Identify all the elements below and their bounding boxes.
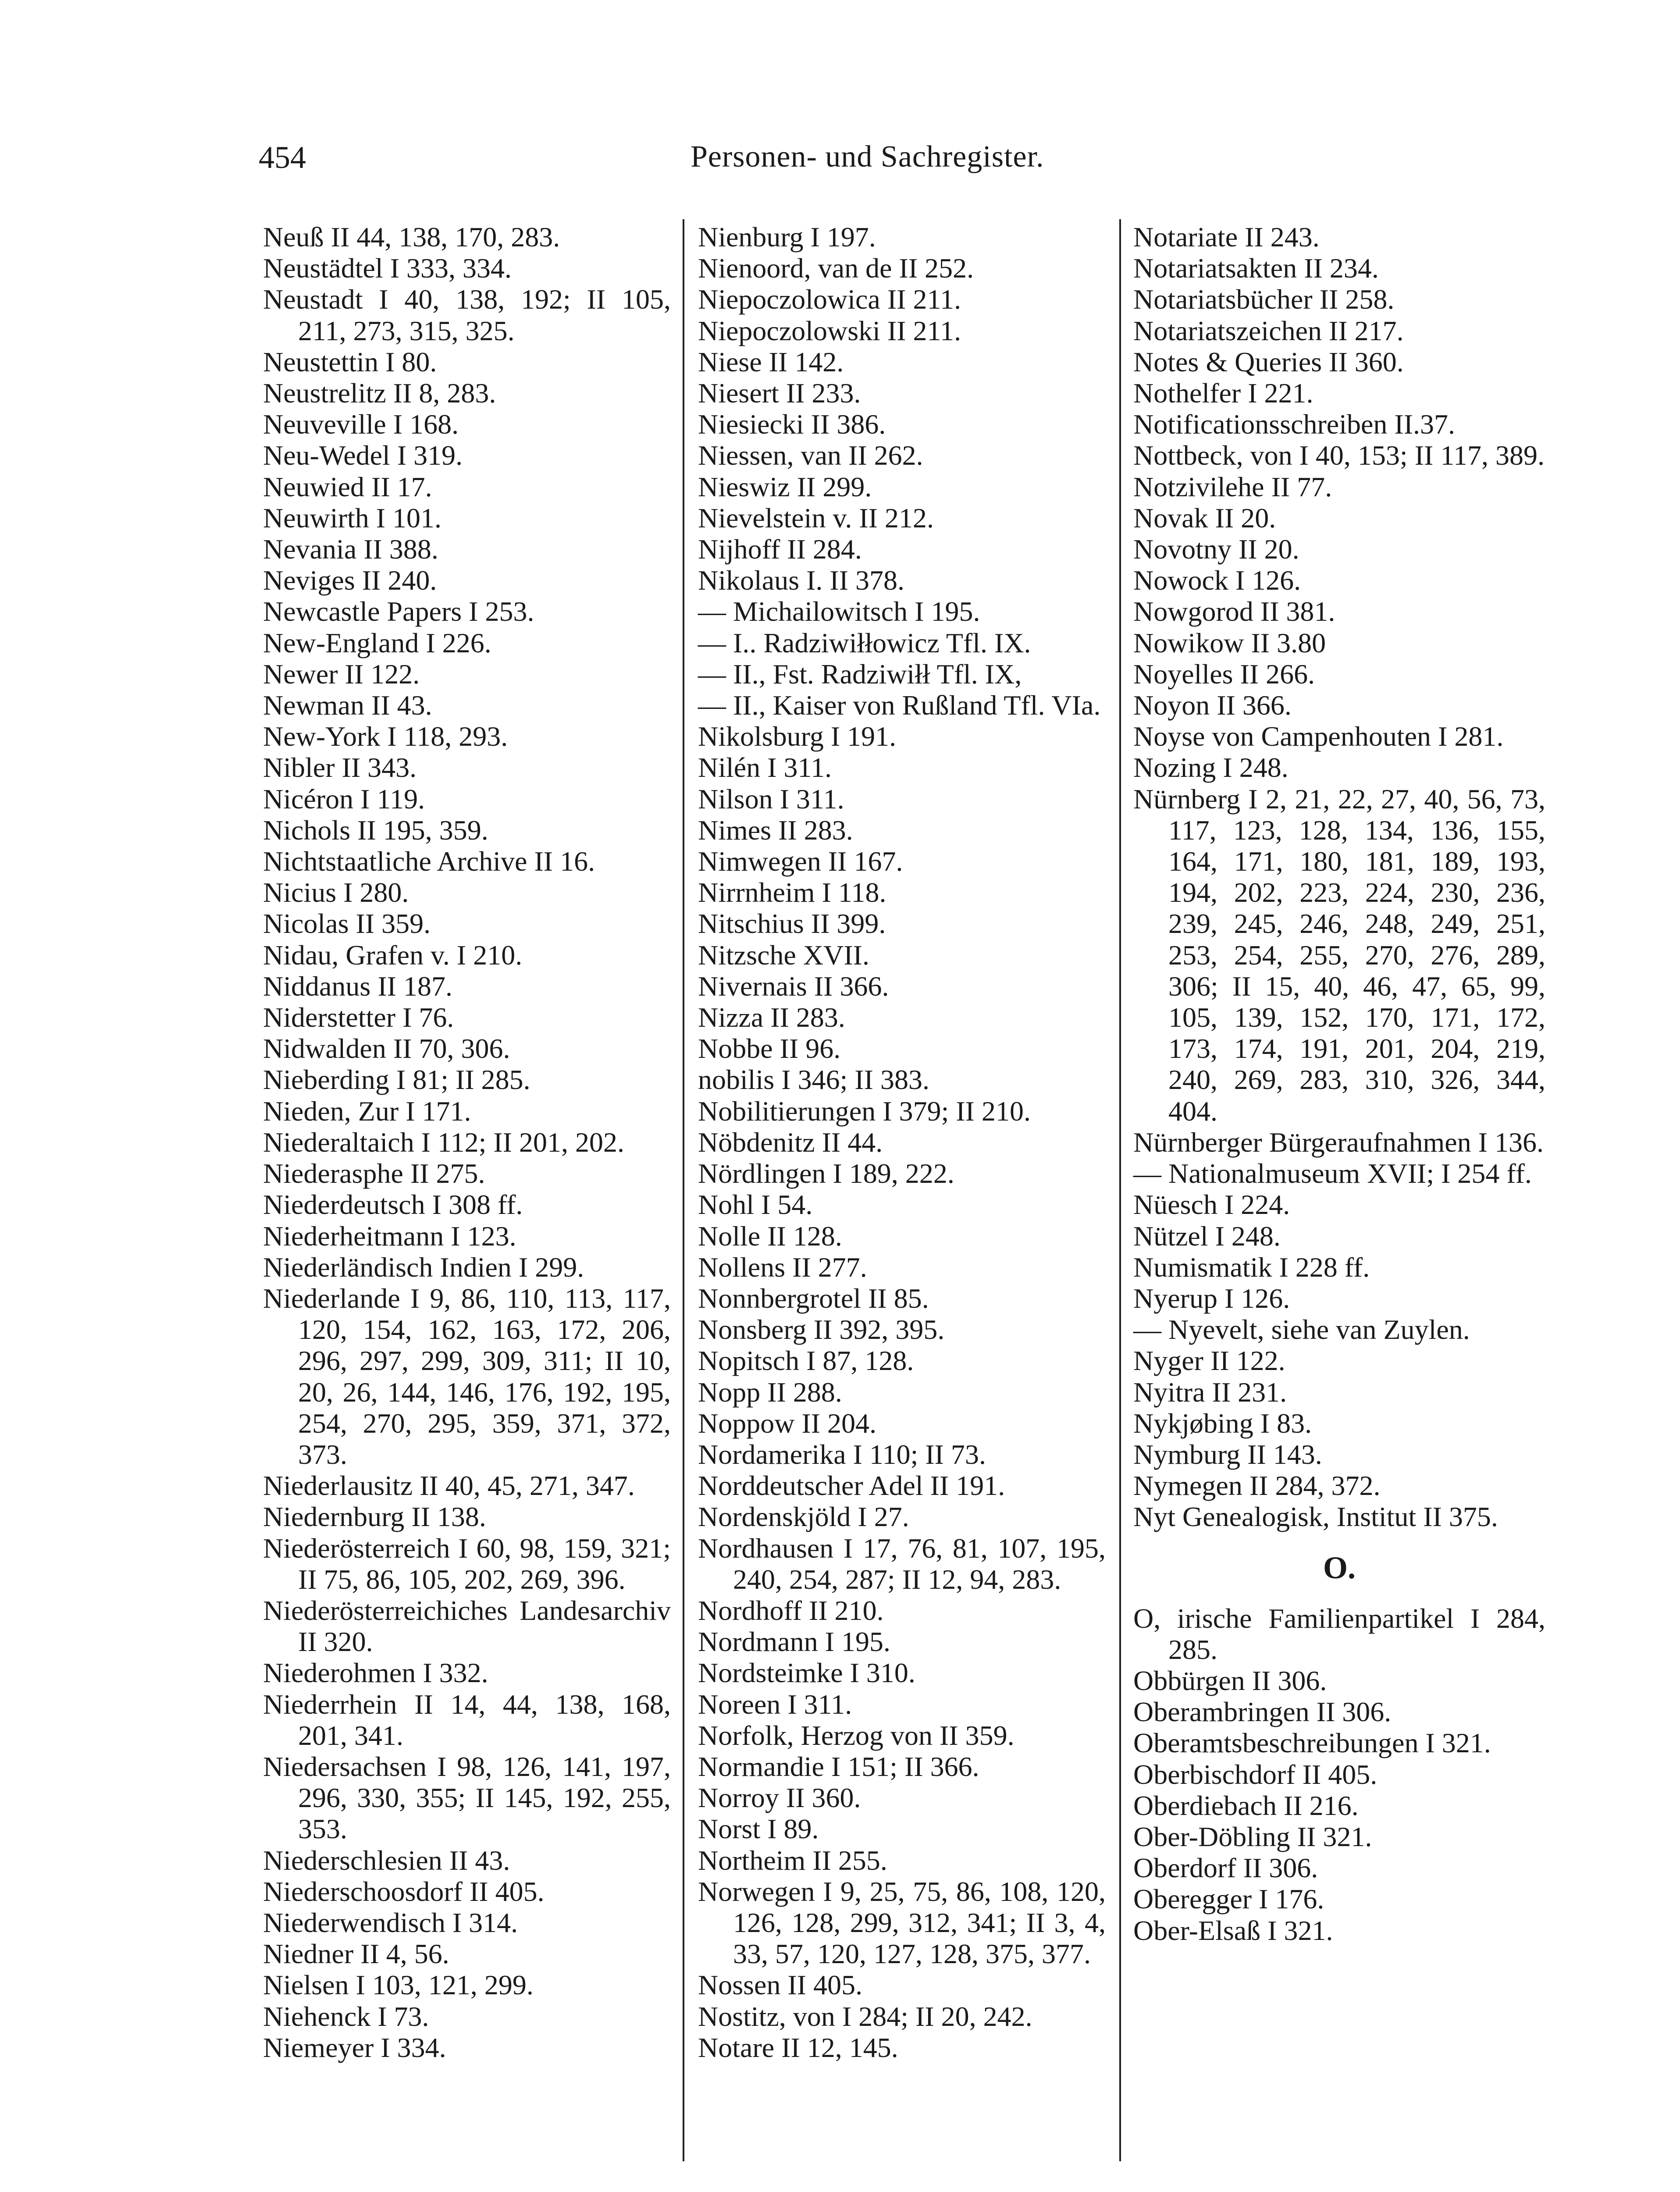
index-entry: Norfolk, Herzog von II 359. bbox=[698, 1719, 1014, 1751]
index-entry: Niederasphe II 275. bbox=[263, 1158, 485, 1189]
index-entry: Niedner II 4, 56. bbox=[263, 1938, 449, 1970]
index-entry: New-York I 118, 293. bbox=[263, 721, 508, 752]
index-entry: Nöbdenitz II 44. bbox=[698, 1126, 883, 1158]
index-entry: Niepoczolowski II 211. bbox=[698, 315, 961, 346]
index-entry: Neu-Wedel I 319. bbox=[263, 440, 463, 471]
index-entry: Nieberding I 81; II 285. bbox=[263, 1064, 530, 1096]
index-entry: Nyerup I 126. bbox=[1133, 1282, 1290, 1314]
index-entry: Nobbe II 96. bbox=[698, 1033, 841, 1064]
index-entry: Nibler II 343. bbox=[263, 752, 417, 783]
index-entry: Notificationsschreiben II.37. bbox=[1133, 409, 1455, 440]
index-entry: Noreen I 311. bbox=[698, 1688, 852, 1720]
page-number: 454 bbox=[259, 140, 306, 175]
index-entry: Norroy II 360. bbox=[698, 1782, 861, 1814]
index-entry: Oberdorf II 306. bbox=[1133, 1852, 1318, 1884]
index-entry: Nördlingen I 189, 222. bbox=[698, 1158, 954, 1189]
index-entry: Nordamerika I 110; II 73. bbox=[698, 1438, 986, 1470]
index-entry: Neustadt I 40, 138, 192; II 105, 211, 273, 315, 325. bbox=[263, 284, 671, 346]
index-entry: Niesert II 233. bbox=[698, 377, 861, 409]
index-entry: Nowikow II 3.80 bbox=[1133, 627, 1326, 658]
index-entry: Niederwendisch I 314. bbox=[263, 1907, 518, 1938]
index-entry: Notariatsakten II 234. bbox=[1133, 253, 1379, 284]
index-entry: Niese II 142. bbox=[698, 346, 844, 377]
index-entry: Normandie I 151; II 366. bbox=[698, 1751, 979, 1782]
index-entry: Nilén I 311. bbox=[698, 752, 832, 783]
index-entry: Nordhoff II 210. bbox=[698, 1594, 884, 1626]
index-entry: Nopp II 288. bbox=[698, 1376, 842, 1408]
index-entry: Obbürgen II 306. bbox=[1133, 1665, 1327, 1696]
index-entry: Oberegger I 176. bbox=[1133, 1883, 1324, 1915]
index-entry: — Nyevelt, siehe van Zuylen. bbox=[1133, 1314, 1470, 1345]
index-entry: Niederaltaich I 112; II 201, 202. bbox=[263, 1126, 625, 1158]
index-entry: Newcastle Papers I 253. bbox=[263, 596, 534, 627]
running-head: Personen- und Sachregister. bbox=[691, 140, 1044, 174]
index-entry: Niedersachsen I 98, 126, 141, 197, 296, 330, 355; II 145, 192, 255, 353. bbox=[263, 1751, 671, 1845]
index-entry: Northeim II 255. bbox=[698, 1844, 887, 1876]
index-entry: Notare II 12, 145. bbox=[698, 2032, 898, 2063]
index-entry: Nützel I 248. bbox=[1133, 1220, 1281, 1252]
index-column-3 bbox=[1133, 221, 1545, 1946]
index-entry: Nonnbergrotel II 85. bbox=[698, 1282, 929, 1314]
index-entry: Nürnberg I 2, 21, 22, 27, 40, 56, 73, 117, 123, 128, 134, 136, 155, 164, 171, 180, 181, 189, 193, 194, 202, 223, 224, 230, 236, 239, 245, 246, 248, 249, 251, 253, 254, 255, 270, 276, 289, 306; II 15, 40, 46, 47, 65, 99, 105, 139, 152, 170, 171, 172, 173, 174, 191, 201, 204, 219, 240, 269, 283, 310, 326, 344, 404. bbox=[1133, 783, 1545, 1127]
index-entry: Nossen II 405. bbox=[698, 1969, 863, 2001]
index-entry: Nienburg I 197. bbox=[698, 221, 876, 253]
index-entry: Oberamtsbeschreibungen I 321. bbox=[1133, 1727, 1491, 1759]
index-entry: Nidwalden II 70, 306. bbox=[263, 1033, 510, 1064]
index-entry: — I.. Radziwiłłowicz Tfl. IX. bbox=[698, 627, 1031, 658]
index-entry: Ober-Döbling II 321. bbox=[1133, 1821, 1372, 1852]
index-entry: Nymburg II 143. bbox=[1133, 1438, 1322, 1470]
index-entry: Niederlande I 9, 86, 110, 113, 117, 120, 154, 162, 163, 172, 206, 296, 297, 299, 309, 311; II 10, 20, 26, 144, 146, 176, 192, 195, 254, 270, 295, 359, 371, 372, 373. bbox=[263, 1282, 671, 1470]
index-entry: Neuwied II 17. bbox=[263, 471, 432, 502]
index-entry: Oberbischdorf II 405. bbox=[1133, 1758, 1377, 1790]
index-entry: Nielsen I 103, 121, 299. bbox=[263, 1969, 534, 2001]
index-entry: Nicolas II 359. bbox=[263, 908, 431, 939]
index-entry: Newman II 43. bbox=[263, 690, 432, 721]
index-entry: — Michailowitsch I 195. bbox=[698, 596, 980, 627]
index-entry: Neuveville I 168. bbox=[263, 409, 459, 440]
index-entry: Noppow II 204. bbox=[698, 1407, 877, 1439]
index-entry: Nirrnheim I 118. bbox=[698, 877, 886, 908]
index-entry: Notes & Queries II 360. bbox=[1133, 346, 1404, 377]
index-entry: Nitzsche XVII. bbox=[698, 939, 869, 971]
index-entry: Nicius I 280. bbox=[263, 877, 409, 908]
index-entry: Nordhausen I 17, 76, 81, 107, 195, 240, 254, 287; II 12, 94, 283. bbox=[698, 1532, 1106, 1595]
index-entry: Nimes II 283. bbox=[698, 814, 853, 846]
index-entry: Nyitra II 231. bbox=[1133, 1376, 1287, 1408]
index-entry: Nidau, Grafen v. I 210. bbox=[263, 939, 523, 971]
index-entry: Nieswiz II 299. bbox=[698, 471, 872, 502]
index-entry: Nieden, Zur I 171. bbox=[263, 1095, 471, 1127]
index-entry: Novak II 20. bbox=[1133, 502, 1276, 534]
index-entry: Nohl I 54. bbox=[698, 1189, 813, 1221]
index-entry: — II., Kaiser von Rußland Tfl. VIa. bbox=[698, 690, 1101, 721]
index-entry: Niehenck I 73. bbox=[263, 2000, 429, 2032]
index-entry: Nottbeck, von I 40, 153; II 117, 389. bbox=[1133, 440, 1545, 471]
index-entry: Noyse von Campenhouten I 281. bbox=[1133, 721, 1504, 752]
index-entry: Niepoczolowica II 211. bbox=[698, 284, 961, 315]
index-entry: Nicéron I 119. bbox=[263, 783, 425, 815]
index-entry: Norwegen I 9, 25, 75, 86, 108, 120, 126, 128, 299, 312, 341; II 3, 4, 33, 57, 120, 127, 128, 375, 377. bbox=[698, 1875, 1106, 1970]
index-entry: Niemeyer I 334. bbox=[263, 2032, 446, 2063]
index-entry: Notariate II 243. bbox=[1133, 221, 1320, 253]
index-entry: Niederländisch Indien I 299. bbox=[263, 1251, 584, 1283]
index-entry: Nyt Genealogisk, Institut II 375. bbox=[1133, 1501, 1498, 1533]
index-entry: Nijhoff II 284. bbox=[698, 534, 862, 565]
index-entry: Neustrelitz II 8, 283. bbox=[263, 377, 496, 409]
index-entry: Nimwegen II 167. bbox=[698, 846, 903, 877]
index-entry: Norst I 89. bbox=[698, 1813, 819, 1845]
index-entry: Numismatik I 228 ff. bbox=[1133, 1251, 1370, 1283]
index-entry: Niederschlesien II 43. bbox=[263, 1844, 510, 1876]
index-entry: Niderstetter I 76. bbox=[263, 1002, 454, 1033]
index-column-1 bbox=[263, 221, 671, 2063]
column-rule-left bbox=[683, 219, 684, 2161]
index-entry: Nilson I 311. bbox=[698, 783, 844, 815]
index-entry: — Nationalmuseum XVII; I 254 ff. bbox=[1133, 1158, 1532, 1189]
index-entry: Nobilitierungen I 379; II 210. bbox=[698, 1095, 1031, 1127]
index-entry: Niederheitmann I 123. bbox=[263, 1220, 516, 1252]
index-entry: Nolle II 128. bbox=[698, 1220, 842, 1252]
index-entry: Niederohmen I 332. bbox=[263, 1657, 488, 1689]
index-entry: O, irische Familienpartikel I 284, 285. bbox=[1133, 1602, 1545, 1665]
index-entry: Neustettin I 80. bbox=[263, 346, 437, 377]
index-entry: Nizza II 283. bbox=[698, 1002, 845, 1033]
index-entry: Ober-Elsaß I 321. bbox=[1133, 1914, 1333, 1946]
index-entry: Neviges II 240. bbox=[263, 565, 437, 596]
index-entry: Nichols II 195, 359. bbox=[263, 814, 488, 846]
index-entry: Neuß II 44, 138, 170, 283. bbox=[263, 221, 560, 253]
index-entry: Nichtstaatliche Archive II 16. bbox=[263, 846, 595, 877]
index-entry: Niederrhein II 14, 44, 138, 168, 201, 341. bbox=[263, 1688, 671, 1751]
index-entry: Niddanus II 187. bbox=[263, 970, 452, 1002]
index-entry: Nordmann I 195. bbox=[698, 1626, 891, 1658]
index-entry: Nüesch I 224. bbox=[1133, 1189, 1290, 1221]
index-entry: Neustädtel I 333, 334. bbox=[263, 253, 512, 284]
index-entry: Nowgorod II 381. bbox=[1133, 596, 1335, 627]
index-entry: Oberambringen II 306. bbox=[1133, 1696, 1392, 1728]
index-entry: Newer II 122. bbox=[263, 658, 420, 690]
index-entry: Nothelfer I 221. bbox=[1133, 377, 1313, 409]
index-entry: Niederschoosdorf II 405. bbox=[263, 1875, 545, 1907]
column-rule-right bbox=[1119, 219, 1121, 2161]
index-entry: Niederösterreichiches Landesarchiv II 320. bbox=[263, 1594, 671, 1658]
index-entry: Novotny II 20. bbox=[1133, 534, 1299, 565]
index-entry: Nyger II 122. bbox=[1133, 1345, 1285, 1377]
index-entry: Nollens II 277. bbox=[698, 1251, 867, 1283]
index-entry: Nievelstein v. II 212. bbox=[698, 502, 934, 534]
index-entry: Noyon II 366. bbox=[1133, 690, 1292, 721]
index-entry: Nitschius II 399. bbox=[698, 908, 886, 939]
index-entry: Nopitsch I 87, 128. bbox=[698, 1345, 914, 1377]
index-entry: Norddeutscher Adel II 191. bbox=[698, 1470, 1005, 1502]
index-entry: Nevania II 388. bbox=[263, 534, 438, 565]
index-entry: Oberdiebach II 216. bbox=[1133, 1790, 1359, 1821]
index-entry: nobilis I 346; II 383. bbox=[698, 1064, 929, 1096]
index-entry: Nordsteimke I 310. bbox=[698, 1657, 915, 1689]
index-entry: Nikolsburg I 191. bbox=[698, 721, 897, 752]
index-entry: Nymegen II 284, 372. bbox=[1133, 1470, 1381, 1502]
index-entry: Notariatsbücher II 258. bbox=[1133, 284, 1395, 315]
index-entry: New-England I 226. bbox=[263, 627, 491, 658]
index-entry: Nonsberg II 392, 395. bbox=[698, 1314, 945, 1345]
index-entry: Notzivilehe II 77. bbox=[1133, 471, 1332, 502]
index-entry: Nostitz, von I 284; II 20, 242. bbox=[698, 2000, 1032, 2032]
index-entry: Nikolaus I. II 378. bbox=[698, 565, 905, 596]
index-entry: Notariatszeichen II 217. bbox=[1133, 315, 1404, 346]
index-column-2 bbox=[698, 221, 1106, 2063]
index-entry: Niedernburg II 138. bbox=[263, 1501, 486, 1533]
index-entry: Nykjøbing I 83. bbox=[1133, 1407, 1312, 1439]
index-entry: Niesiecki II 386. bbox=[698, 409, 886, 440]
index-entry: Nürnberger Bürgeraufnahmen I 136. bbox=[1133, 1126, 1544, 1158]
index-entry: Noyelles II 266. bbox=[1133, 658, 1315, 690]
index-entry: Niederlausitz II 40, 45, 271, 347. bbox=[263, 1470, 635, 1502]
index-entry: Nozing I 248. bbox=[1133, 752, 1288, 783]
index-entry: Nienoord, van de II 252. bbox=[698, 253, 974, 284]
index-entry: Nivernais II 366. bbox=[698, 970, 889, 1002]
index-entry: Niessen, van II 262. bbox=[698, 440, 923, 471]
index-entry: Neuwirth I 101. bbox=[263, 502, 442, 534]
index-entry: Niederösterreich I 60, 98, 159, 321; II 75, 86, 105, 202, 269, 396. bbox=[263, 1532, 671, 1595]
index-entry: Nordenskjöld I 27. bbox=[698, 1501, 909, 1533]
index-entry: — II., Fst. Radziwiłł Tfl. IX, bbox=[698, 658, 1022, 690]
index-entry: Niederdeutsch I 308 ff. bbox=[263, 1189, 523, 1221]
index-entry: Nowock I 126. bbox=[1133, 565, 1301, 596]
section-heading-o: O. bbox=[1323, 1550, 1356, 1585]
